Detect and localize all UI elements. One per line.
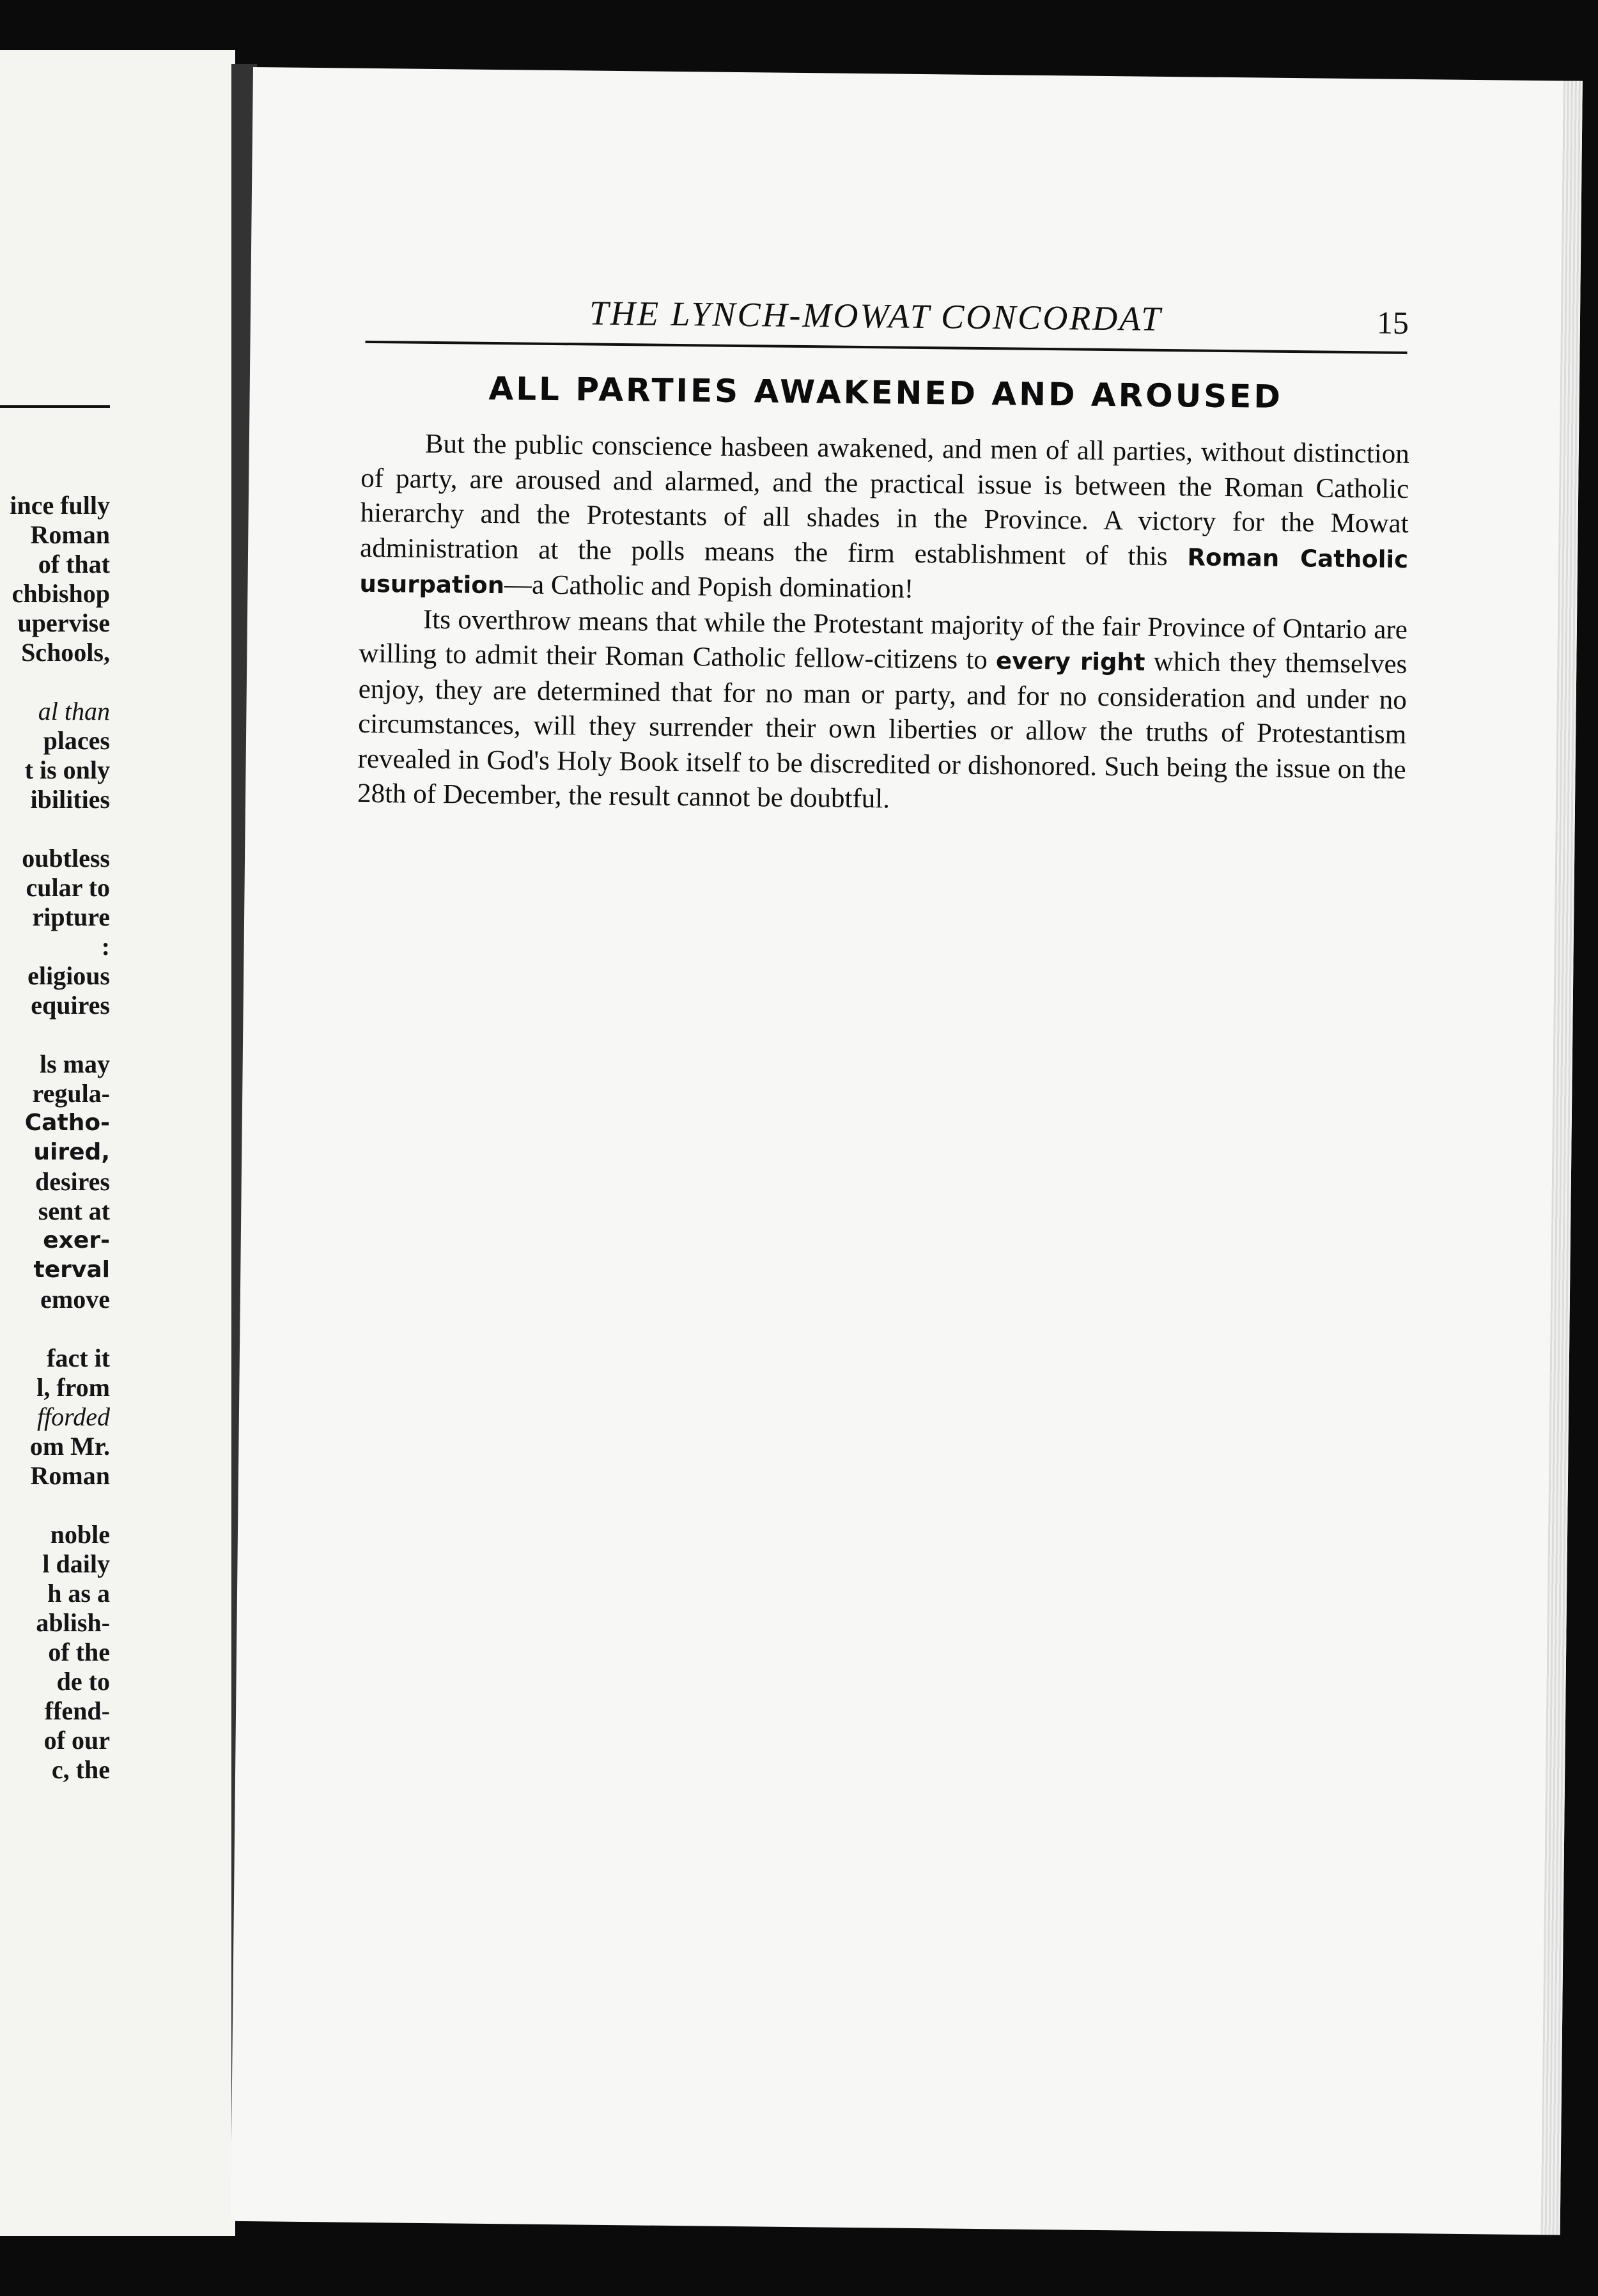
left-page-line: places [43,726,110,755]
emphasis-roman-catholic-usurpation: Roman Catholic usurpation [359,543,1409,600]
left-page-line: oubtless [22,844,110,873]
left-page-line: ibilities [30,785,110,814]
left-page-rule [0,405,110,408]
left-page-line: t is only [24,756,110,784]
left-page-line: ffend- [44,1696,110,1725]
body-text [357,426,1409,823]
left-page-line: Catho- [24,1110,110,1136]
left-page-line [10,667,110,697]
left-page-text [10,491,110,1785]
left-page-line: c, the [51,1755,110,1784]
left-page-line: l daily [42,1549,110,1578]
left-page-line: fact it [47,1344,110,1372]
left-page-line: of the [48,1638,110,1666]
left-page-line: fforded [36,1402,110,1431]
left-page-line: Roman [30,520,110,549]
emphasis-every-right: every right [995,647,1145,676]
left-page-line: : [101,932,110,961]
left-page-line: ls may [40,1050,110,1078]
left-page-line: chbishop [12,579,110,608]
page-number: 15 [1376,304,1409,341]
left-page-line: Schools, [21,638,110,667]
left-page-line: equires [31,991,110,1020]
left-page-line: ablish- [36,1608,110,1637]
left-page-line: uired, [33,1139,110,1165]
left-page-line: ince fully [10,491,110,520]
running-head: THE LYNCH-MOWAT CONCORDAT [589,293,1163,338]
left-page-line: Roman [30,1461,110,1490]
left-page-line: emove [40,1285,110,1314]
right-page [231,67,1583,2235]
left-page-line: of our [43,1726,110,1755]
left-page-line [10,1020,110,1050]
left-page [0,50,235,2236]
left-page-line: l, from [36,1373,110,1402]
left-page-line: desires [35,1167,110,1196]
left-page-line: noble [50,1520,110,1549]
left-page-line: om Mr. [29,1432,110,1461]
left-page-line: de to [56,1667,110,1696]
left-page-line: of that [38,550,110,578]
left-page-line [10,1314,110,1344]
left-page-line: terval [33,1257,110,1283]
left-page-line: h as a [47,1579,110,1608]
left-page-line: sent at [38,1197,110,1225]
left-page-line: upervise [17,609,110,637]
left-page-line: exer- [43,1227,110,1253]
section-heading: ALL PARTIES AWAKENED AND AROUSED [488,369,1284,415]
left-page-line [10,814,110,844]
left-page-line: al than [38,697,110,725]
left-page-line: cular to [26,873,110,902]
left-page-line [10,1491,110,1520]
paragraph-2: Its overthrow means that while the Protestant majority of the fair Province of Ontario are willing to admit their Roman Catholic fellow-citizens to every right which they themselves enjoy, they are determined that for no man or party, and for no consideration and under no circumstances, will they surrender their own liberties or allow the truths of Protestantism revealed in God's Holy Book itself to be discredited or dishonored. Such being the issue on the 28th of December, the result cannot be doubtful. [357,604,1408,814]
header-rule [365,341,1407,354]
left-page-line: eligious [27,961,110,990]
left-page-line: regula- [32,1079,110,1108]
page-edge [1541,81,1583,2235]
left-page-line: ripture [32,903,110,931]
paragraph-1: But the public conscience hasbeen awakened, and men of all parties, without distinction of party, are aroused and alarmed, and the practical issue is between the Roman Catholic hierarchy and the Protestants of all shades in the Province. A victory for the Mowat administration at the polls means the firm establishment of this Roman Catholic usurpation—a Catholic and Popish domination! [359,428,1410,604]
